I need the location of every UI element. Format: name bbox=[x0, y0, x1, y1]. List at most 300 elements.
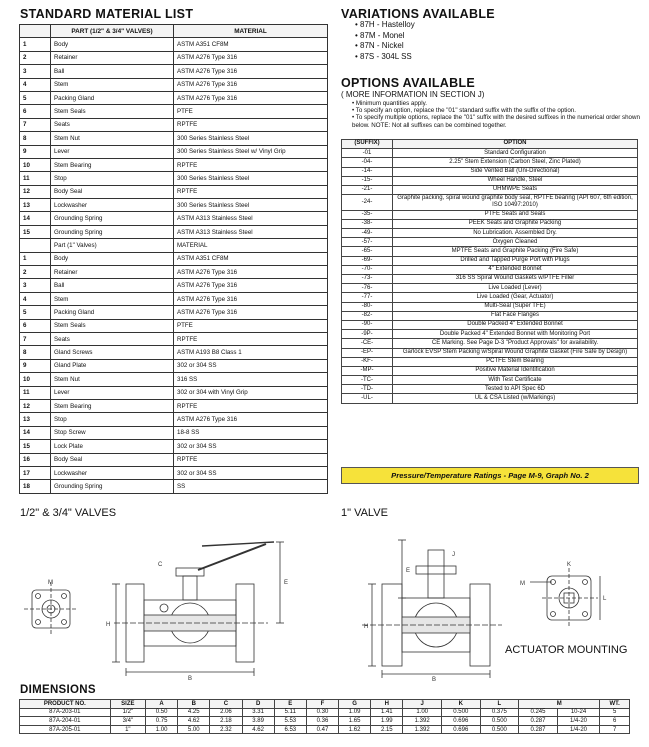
option-row bbox=[342, 394, 638, 403]
dimension-column-header: F bbox=[306, 700, 338, 709]
part-number: 15 bbox=[20, 225, 51, 238]
part-number: 2 bbox=[20, 51, 51, 64]
lever bbox=[198, 544, 266, 570]
part-name: Packing Gland bbox=[51, 306, 174, 319]
option-description: Tested to API Spec 6D bbox=[393, 385, 638, 394]
part-material: 300 Series Stainless Steel bbox=[174, 132, 328, 145]
part-material: 302 or 304 SS bbox=[174, 466, 328, 479]
part-number: 4 bbox=[20, 78, 51, 91]
part-material: ASTM A276 Type 316 bbox=[174, 292, 328, 305]
option-description: No Lubrication. Assembled Dry. bbox=[393, 229, 638, 238]
option-row bbox=[342, 348, 638, 357]
material-row bbox=[20, 480, 328, 493]
part-number: 15 bbox=[20, 440, 51, 453]
actuator-mounting-label: ACTUATOR MOUNTING bbox=[505, 644, 628, 656]
part-name: Retainer bbox=[51, 51, 174, 64]
part-material: ASTM A313 Stainless Steel bbox=[174, 225, 328, 238]
dimension-cell: 87A-205-01 bbox=[20, 725, 111, 734]
part-number: 4 bbox=[20, 292, 51, 305]
material-row bbox=[20, 185, 328, 198]
part-number: 7 bbox=[20, 332, 51, 345]
material-row bbox=[20, 466, 328, 479]
part-material: 18-8 SS bbox=[174, 426, 328, 439]
option-description: PTFE Seats and Seals bbox=[393, 210, 638, 219]
variation-item: • 87S - 304L SS bbox=[355, 51, 412, 61]
option-suffix: -15- bbox=[342, 176, 393, 185]
dimension-cell: 0.500 bbox=[480, 725, 519, 734]
dimension-cell: 5.53 bbox=[274, 717, 306, 726]
option-suffix: -77- bbox=[342, 293, 393, 302]
material-row bbox=[20, 359, 328, 372]
part-number: 6 bbox=[20, 105, 51, 118]
dim-label-h: H bbox=[106, 622, 111, 628]
dimension-cell: 4.62 bbox=[178, 717, 210, 726]
material-row bbox=[20, 65, 328, 78]
material-row bbox=[20, 105, 328, 118]
option-description: 2.25" Stem Extension (Carbon Steel, Zinc Plated) bbox=[393, 158, 638, 167]
small-valve-title: 1/2" & 3/4" VALVES bbox=[20, 507, 117, 519]
part-material: 316 SS bbox=[174, 373, 328, 386]
option-description: 316 SS Spiral Wound Gaskets w/PTFE Filler bbox=[393, 275, 638, 284]
part-material: ASTM A351 CF8M bbox=[174, 38, 328, 51]
part-material: ASTM A276 Type 316 bbox=[174, 78, 328, 91]
part-name: Lockwasher bbox=[51, 199, 174, 212]
part-number: 18 bbox=[20, 480, 51, 493]
option-suffix: -73- bbox=[342, 275, 393, 284]
dimension-cell: 7 bbox=[600, 725, 630, 734]
options-subtitle: ( MORE INFORMATION IN SECTION J) bbox=[341, 90, 485, 99]
large-valve-title: 1" VALVE bbox=[341, 507, 388, 519]
options-note: • To specify multiple options, replace the "01" suffix with the desired suffixes in the numerical order shown below. NOTE: Not all suffixes can be combined together. bbox=[352, 114, 640, 129]
options-title: OPTIONS AVAILABLE bbox=[341, 76, 476, 90]
part-name: Stem Nut bbox=[51, 373, 174, 386]
material-header: MATERIAL bbox=[174, 25, 328, 38]
part-number: 2 bbox=[20, 266, 51, 279]
part-number: 6 bbox=[20, 319, 51, 332]
option-description: Oxygen Cleaned bbox=[393, 238, 638, 247]
part-material: RPTFE bbox=[174, 158, 328, 171]
dimension-cell: 1/4-20 bbox=[557, 717, 599, 726]
dimension-cell: 1.99 bbox=[371, 717, 403, 726]
option-suffix: -04- bbox=[342, 158, 393, 167]
part-number: 9 bbox=[20, 359, 51, 372]
dimension-cell: 0.696 bbox=[441, 717, 480, 726]
part-number: 7 bbox=[20, 118, 51, 131]
option-row bbox=[342, 376, 638, 385]
option-description: Standard Configuration bbox=[393, 149, 638, 158]
dimension-cell: 0.287 bbox=[519, 717, 558, 726]
dimension-cell: 3/4" bbox=[110, 717, 145, 726]
material-row bbox=[20, 453, 328, 466]
part-number: 11 bbox=[20, 172, 51, 185]
dimension-column-header: C bbox=[210, 700, 242, 709]
part-material: ASTM A276 Type 316 bbox=[174, 306, 328, 319]
material-row bbox=[20, 145, 328, 158]
part-name: Stem Bearing bbox=[51, 158, 174, 171]
dimension-column-header: L bbox=[480, 700, 519, 709]
material-row bbox=[20, 118, 328, 131]
option-row bbox=[342, 185, 638, 194]
part-name: Grounding Spring bbox=[51, 480, 174, 493]
part-name: Stem Nut bbox=[51, 132, 174, 145]
option-row bbox=[342, 229, 638, 238]
material-row bbox=[20, 158, 328, 171]
option-description: Graphite packing, spiral wound graphite body seal, RPTFE bearing (API 607, 6th edition, ISO 10497:2010) bbox=[393, 195, 638, 211]
part-material: RPTFE bbox=[174, 118, 328, 131]
material-row bbox=[20, 332, 328, 345]
dimension-cell: 0.47 bbox=[306, 725, 338, 734]
dimension-cell: 1.392 bbox=[403, 725, 442, 734]
option-suffix: -TD- bbox=[342, 385, 393, 394]
dimension-column-header: WT. bbox=[600, 700, 630, 709]
option-row bbox=[342, 265, 638, 274]
option-description: Positive Material Identification bbox=[393, 366, 638, 375]
variation-item: • 87M - Monel bbox=[355, 30, 405, 40]
options-header-row bbox=[342, 140, 638, 149]
option-row bbox=[342, 149, 638, 158]
option-suffix: -01 bbox=[342, 149, 393, 158]
dimensions-title: DIMENSIONS bbox=[20, 684, 96, 696]
dimension-cell: 1.00 bbox=[146, 725, 178, 734]
material-row bbox=[20, 38, 328, 51]
dimension-cell: 1.392 bbox=[403, 717, 442, 726]
part-material: RPTFE bbox=[174, 185, 328, 198]
material-row bbox=[20, 306, 328, 319]
part-name: Seats bbox=[51, 118, 174, 131]
part-number: 3 bbox=[20, 65, 51, 78]
part-name: Stem Seals bbox=[51, 319, 174, 332]
dimension-column-header: B bbox=[178, 700, 210, 709]
part-material: ASTM A276 Type 316 bbox=[174, 413, 328, 426]
option-suffix: -70- bbox=[342, 265, 393, 274]
option-row bbox=[342, 357, 638, 366]
dimension-row bbox=[20, 725, 630, 734]
dimension-cell: 5 bbox=[600, 708, 630, 717]
option-row bbox=[342, 275, 638, 284]
material-row bbox=[20, 225, 328, 238]
option-row bbox=[342, 195, 638, 211]
material-row bbox=[20, 386, 328, 399]
part-number: 10 bbox=[20, 158, 51, 171]
option-suffix: -69- bbox=[342, 256, 393, 265]
material-subheader: MATERIAL bbox=[174, 239, 328, 252]
part-material: 300 Series Stainless Steel bbox=[174, 199, 328, 212]
part-name: Stem bbox=[51, 292, 174, 305]
option-suffix: -9P- bbox=[342, 330, 393, 339]
option-row bbox=[342, 366, 638, 375]
dimension-column-header: A bbox=[146, 700, 178, 709]
dimension-cell: 3.31 bbox=[242, 708, 274, 717]
pressure-temperature-banner: Pressure/Temperature Ratings - Page M-9, Graph No. 2 bbox=[341, 467, 639, 484]
option-description: UHMWPE Seats bbox=[393, 185, 638, 194]
dimension-cell: 1.00 bbox=[403, 708, 442, 717]
material-row bbox=[20, 373, 328, 386]
option-suffix: -80- bbox=[342, 302, 393, 311]
option-row bbox=[342, 320, 638, 329]
part-subheader: Part (1" Valves) bbox=[51, 239, 174, 252]
options-table bbox=[341, 139, 638, 404]
dimension-cell: 0.245 bbox=[519, 708, 558, 717]
dimension-cell: 2.06 bbox=[210, 708, 242, 717]
part-material: 302 or 304 SS bbox=[174, 359, 328, 372]
part-name: Lever bbox=[51, 145, 174, 158]
dim-label-l: L bbox=[603, 596, 607, 602]
dimension-cell: 1/4-20 bbox=[557, 725, 599, 734]
option-description: Side Vented Ball (Uni-Directional) bbox=[393, 167, 638, 176]
option-row bbox=[342, 284, 638, 293]
part-name: Stem Bearing bbox=[51, 399, 174, 412]
small-valve-drawing bbox=[18, 522, 328, 682]
part-material: 300 Series Stainless Steel w/ Vinyl Grip bbox=[174, 145, 328, 158]
option-row bbox=[342, 158, 638, 167]
dimension-cell: 0.696 bbox=[441, 725, 480, 734]
part-material: ASTM A193 B8 Class 1 bbox=[174, 346, 328, 359]
dimension-cell: 1/2" bbox=[110, 708, 145, 717]
material-row bbox=[20, 426, 328, 439]
option-description: CE Marking. See Page D-3 "Product Approvals" for availability. bbox=[393, 339, 638, 348]
material-row bbox=[20, 346, 328, 359]
material-row bbox=[20, 78, 328, 91]
option-suffix: -EP- bbox=[342, 348, 393, 357]
dimension-cell: 0.50 bbox=[146, 708, 178, 717]
option-description: MPTFE Seats and Graphite Packing (Fire Safe) bbox=[393, 247, 638, 256]
option-description: Live Loaded (Lever) bbox=[393, 284, 638, 293]
option-suffix: -90- bbox=[342, 320, 393, 329]
material-row bbox=[20, 440, 328, 453]
option-row bbox=[342, 302, 638, 311]
dim-label-j: J bbox=[452, 552, 455, 558]
dimension-row bbox=[20, 717, 630, 726]
dimension-cell: 2.15 bbox=[371, 725, 403, 734]
part-number: 5 bbox=[20, 306, 51, 319]
dimension-cell: 87A-203-01 bbox=[20, 708, 111, 717]
dimensions-table bbox=[19, 699, 630, 734]
part-number: 17 bbox=[20, 466, 51, 479]
material-row bbox=[20, 319, 328, 332]
option-suffix: -57- bbox=[342, 238, 393, 247]
part-name: Seats bbox=[51, 332, 174, 345]
options-note: • To specify an option, replace the "01" standard suffix with the suffix of the option. bbox=[352, 107, 576, 115]
part-header: PART (1/2" & 3/4" VALVES) bbox=[51, 25, 174, 38]
material-row bbox=[20, 279, 328, 292]
dim-label-e: E bbox=[406, 568, 411, 574]
options-notes bbox=[348, 100, 642, 129]
part-number: 12 bbox=[20, 399, 51, 412]
part-number: 9 bbox=[20, 145, 51, 158]
dimension-cell: 0.36 bbox=[306, 717, 338, 726]
dimension-cell: 1.09 bbox=[339, 708, 371, 717]
dim-label-b: B bbox=[432, 677, 437, 682]
part-name: Gland Plate bbox=[51, 359, 174, 372]
part-name: Lock Plate bbox=[51, 440, 174, 453]
option-description: PEEK Seats and Graphite Packing bbox=[393, 219, 638, 228]
material-row bbox=[20, 172, 328, 185]
large-valve-drawing bbox=[342, 522, 507, 682]
dim-label-e: E bbox=[284, 580, 289, 586]
option-suffix: -14- bbox=[342, 167, 393, 176]
part-name: Stop bbox=[51, 172, 174, 185]
dim-label-b: B bbox=[188, 676, 193, 682]
part-number: 1 bbox=[20, 252, 51, 265]
part-material: ASTM A351 CF8M bbox=[174, 252, 328, 265]
variation-item: • 87H - Hastelloy bbox=[355, 20, 415, 29]
part-material: RPTFE bbox=[174, 399, 328, 412]
part-name: Stop bbox=[51, 413, 174, 426]
material-list-title: STANDARD MATERIAL LIST bbox=[20, 7, 194, 21]
part-number: 8 bbox=[20, 346, 51, 359]
dimension-column-header: M bbox=[519, 700, 600, 709]
part-material: RPTFE bbox=[174, 332, 328, 345]
dimension-cell: 0.287 bbox=[519, 725, 558, 734]
part-number: 12 bbox=[20, 185, 51, 198]
part-number: 13 bbox=[20, 199, 51, 212]
part-name: Lockwasher bbox=[51, 466, 174, 479]
part-number: 14 bbox=[20, 426, 51, 439]
material-row bbox=[20, 51, 328, 64]
material-row bbox=[20, 266, 328, 279]
dimension-cell: 6.53 bbox=[274, 725, 306, 734]
part-name: Retainer bbox=[51, 266, 174, 279]
dim-label-c: C bbox=[158, 562, 163, 568]
option-description: Live Loaded (Gear, Actuator) bbox=[393, 293, 638, 302]
dimension-cell: 4.62 bbox=[242, 725, 274, 734]
part-number: 13 bbox=[20, 413, 51, 426]
option-row bbox=[342, 210, 638, 219]
dimension-column-header: J bbox=[403, 700, 442, 709]
part-material: PTFE bbox=[174, 105, 328, 118]
part-material: ASTM A276 Type 316 bbox=[174, 266, 328, 279]
dimension-cell: 2.18 bbox=[210, 717, 242, 726]
option-row bbox=[342, 293, 638, 302]
part-material: ASTM A276 Type 316 bbox=[174, 65, 328, 78]
material-row bbox=[20, 399, 328, 412]
dimension-cell: 0.375 bbox=[480, 708, 519, 717]
part-material: ASTM A276 Type 316 bbox=[174, 91, 328, 104]
option-suffix: -49- bbox=[342, 229, 393, 238]
material-table bbox=[19, 24, 328, 494]
dimension-cell: 5.00 bbox=[178, 725, 210, 734]
option-row bbox=[342, 219, 638, 228]
dimension-column-header: H bbox=[371, 700, 403, 709]
option-suffix: -CE- bbox=[342, 339, 393, 348]
option-description: Wheel Handle, Steel bbox=[393, 176, 638, 185]
option-description: UL & CSA Listed (w/Markings) bbox=[393, 394, 638, 403]
part-material: ASTM A276 Type 316 bbox=[174, 51, 328, 64]
option-header: OPTION bbox=[393, 140, 638, 149]
part-name: Grounding Spring bbox=[51, 212, 174, 225]
options-note: • Minimum quantities apply. bbox=[352, 100, 427, 107]
suffix-header: (SUFFIX) bbox=[342, 140, 393, 149]
dim-label-m: M bbox=[48, 580, 53, 586]
option-description: Multi-Seal (Super TFE) bbox=[393, 302, 638, 311]
dimension-column-header: K bbox=[441, 700, 480, 709]
actuator-mounting-drawing bbox=[512, 556, 632, 636]
dimension-cell: 6 bbox=[600, 717, 630, 726]
part-number: 11 bbox=[20, 386, 51, 399]
option-description: Garlock EVSP Stem Packing w/Spiral Wound Graphite Gasket (Fire Safe by Design) bbox=[393, 348, 638, 357]
option-suffix: -38- bbox=[342, 219, 393, 228]
dimension-column-header: D bbox=[242, 700, 274, 709]
option-suffix: -24- bbox=[342, 195, 393, 211]
option-suffix: -82- bbox=[342, 311, 393, 320]
option-suffix: -TC- bbox=[342, 376, 393, 385]
dimension-cell: 5.11 bbox=[274, 708, 306, 717]
part-material: 302 or 304 with Vinyl Grip bbox=[174, 386, 328, 399]
part-name: Lever bbox=[51, 386, 174, 399]
option-description: PCTFE Stem Bearing bbox=[393, 357, 638, 366]
part-name: Ball bbox=[51, 65, 174, 78]
dimensions-header-row bbox=[20, 700, 630, 709]
material-row bbox=[20, 132, 328, 145]
dimension-column-header: E bbox=[274, 700, 306, 709]
part-material: ASTM A313 Stainless Steel bbox=[174, 212, 328, 225]
part-number: 3 bbox=[20, 279, 51, 292]
option-description: Flat Face Flanges bbox=[393, 311, 638, 320]
option-row bbox=[342, 176, 638, 185]
part-material: 300 Series Stainless Steel bbox=[174, 172, 328, 185]
option-suffix: -KF- bbox=[342, 357, 393, 366]
option-description: Drilled and Tapped Purge Port with Plugs bbox=[393, 256, 638, 265]
option-row bbox=[342, 238, 638, 247]
part-name: Body Seal bbox=[51, 185, 174, 198]
option-row bbox=[342, 167, 638, 176]
option-description: 4" Extended Bonnet bbox=[393, 265, 638, 274]
dimension-cell: 1.65 bbox=[339, 717, 371, 726]
option-description: With Test Certificate bbox=[393, 376, 638, 385]
dimension-cell: 0.500 bbox=[480, 717, 519, 726]
part-number: 5 bbox=[20, 91, 51, 104]
dimension-cell: 1.41 bbox=[371, 708, 403, 717]
material-row bbox=[20, 199, 328, 212]
dim-label-h: H bbox=[364, 624, 369, 630]
variations-title: VARIATIONS AVAILABLE bbox=[341, 7, 495, 21]
variation-item: • 87N - Nickel bbox=[355, 41, 404, 51]
part-material: 302 or 304 SS bbox=[174, 440, 328, 453]
variations-list bbox=[341, 20, 415, 62]
dim-label-m: M bbox=[520, 581, 525, 587]
part-name: Body bbox=[51, 38, 174, 51]
material-row bbox=[20, 413, 328, 426]
part-name: Packing Gland bbox=[51, 91, 174, 104]
part-number: 14 bbox=[20, 212, 51, 225]
dimension-cell: 10-24 bbox=[557, 708, 599, 717]
option-row bbox=[342, 330, 638, 339]
dimension-cell: 0.500 bbox=[441, 708, 480, 717]
dimension-cell: 2.32 bbox=[210, 725, 242, 734]
option-row bbox=[342, 385, 638, 394]
part-material: SS bbox=[174, 480, 328, 493]
part-material: ASTM A276 Type 316 bbox=[174, 279, 328, 292]
option-suffix: -21- bbox=[342, 185, 393, 194]
option-suffix: -65- bbox=[342, 247, 393, 256]
option-row bbox=[342, 247, 638, 256]
part-name: Body Seal bbox=[51, 453, 174, 466]
dimension-cell: 87A-204-01 bbox=[20, 717, 111, 726]
stem bbox=[183, 576, 197, 600]
material-row bbox=[20, 292, 328, 305]
dim-label-k: K bbox=[567, 562, 572, 568]
dimension-cell: 3.89 bbox=[242, 717, 274, 726]
option-row bbox=[342, 256, 638, 265]
dimension-cell: 1" bbox=[110, 725, 145, 734]
dimension-column-header: PRODUCT NO. bbox=[20, 700, 111, 709]
part-number: 8 bbox=[20, 132, 51, 145]
dimension-row bbox=[20, 708, 630, 717]
material-row bbox=[20, 252, 328, 265]
part-number: 10 bbox=[20, 373, 51, 386]
option-row bbox=[342, 311, 638, 320]
option-suffix: -35- bbox=[342, 210, 393, 219]
